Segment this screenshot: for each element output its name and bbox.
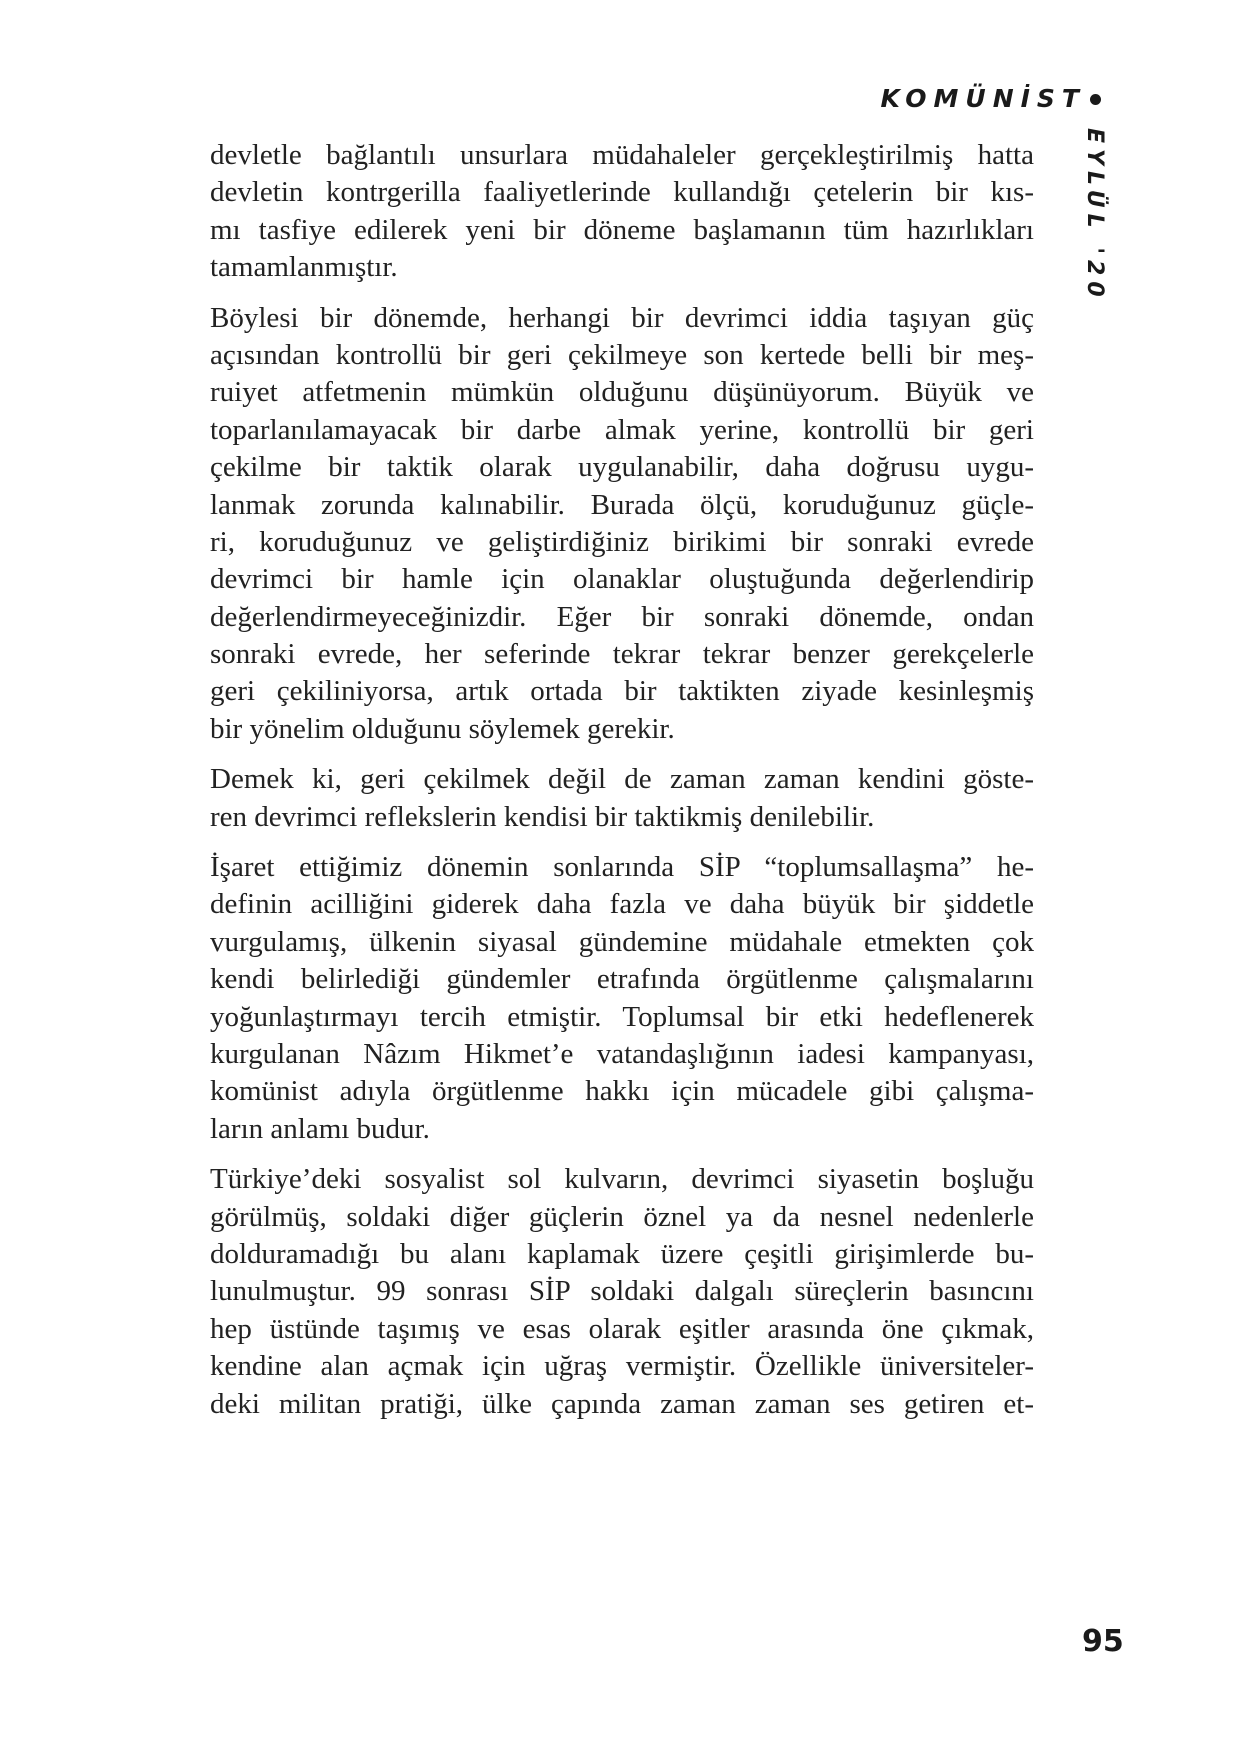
text-line: vurgulamış, ülkenin siyasal gündemine müdahale etmekten çok [210,925,1034,958]
paragraph [210,849,1034,1148]
text-line: dolduramadığı bu alanı kaplamak üzere çeşitli girişimlerde bu- [210,1237,1034,1270]
text-line: bir yönelim olduğunu söylemek gerekir. [210,712,675,745]
text-line: kurgulanan Nâzım Hikmet’e vatandaşlığının iadesi kampanyası, [210,1037,1034,1070]
text-line: kendi belirlediği gündemler etrafında örgütlenme çalışmalarını [210,963,1034,996]
paragraph [210,1161,1034,1423]
text-line: ruiyet atfetmenin mümkün olduğunu düşünüyorum. Büyük ve [210,376,1034,409]
text-line: İşaret ettiğimiz dönemin sonlarında SİP “toplumsallaşma” he- [210,851,1034,884]
paragraph [210,761,1034,836]
text-line: sonraki evrede, her seferinde tekrar tekrar benzer gerekçelerle [210,638,1034,671]
issue-side-label: EYLÜL '20 [1082,128,1107,303]
text-line: devletle bağlantılı unsurlara müdahaleler gerçekleştirilmiş hatta [210,139,1034,171]
text-line: devrimci bir hamle için olanaklar oluştuğunda değerlendirip [210,563,1034,596]
text-line: lanmak zorunda kalınabilir. Burada ölçü, koruduğunuz güçle- [210,488,1034,521]
text-line: ların anlamı budur. [210,1112,430,1145]
text-line: açısından kontrollü bir geri çekilmeye son kertede belli bir meş- [210,338,1034,371]
body-text [210,137,1034,1436]
text-line: Demek ki, geri çekilmek değil de zaman zaman kendini göste- [210,763,1034,796]
text-line: yoğunlaştırmayı tercih etmiştir. Toplumsal bir etki hedeflenerek [210,1000,1034,1033]
text-line: ri, koruduğunuz ve geliştirdiğiniz birikimi bir sonraki evrede [210,525,1034,558]
paragraph [210,300,1034,749]
text-line: tamamlanmıştır. [210,251,398,284]
text-line: toparlanılamayacak bir darbe almak yerine, kontrollü bir geri [210,413,1034,446]
bullet-separator-icon [1090,94,1101,105]
text-line: mı tasfiye edilerek yeni bir döneme başlamanın tüm hazırlıkları [210,213,1034,246]
text-line: hep üstünde taşımış ve esas olarak eşitler arasında öne çıkmak, [210,1312,1034,1345]
running-head: KOMÜNİST [880,84,1086,113]
text-line: ren devrimci reflekslerin kendisi bir taktikmiş denilebilir. [210,800,875,833]
text-line: lunulmuştur. 99 sonrası SİP soldaki dalgalı süreçlerin basıncını [210,1275,1034,1308]
text-line: Türkiye’deki sosyalist sol kulvarın, devrimci siyasetin boşluğu [210,1163,1034,1196]
text-line: çekilme bir taktik olarak uygulanabilir, daha doğrusu uygu- [210,451,1034,484]
text-line: komünist adıyla örgütlenme hakkı için mücadele gibi çalışma- [210,1075,1034,1108]
text-line: geri çekiliniyorsa, artık ortada bir taktikten ziyade kesinleşmiş [210,675,1034,708]
page-number: 95 [1082,1624,1124,1659]
text-line: devletin kontrgerilla faaliyetlerinde kullandığı çetelerin bir kıs- [210,176,1034,209]
text-line: kendine alan açmak için uğraş vermiştir. Özellikle üniversiteler- [210,1350,1034,1383]
text-line: deki militan pratiği, ülke çapında zaman zaman ses getiren et- [210,1387,1034,1420]
text-line: Böylesi bir dönemde, herhangi bir devrimci iddia taşıyan güç [210,301,1034,334]
text-line: definin acilliğini giderek daha fazla ve daha büyük bir şiddetle [210,888,1034,921]
text-line: görülmüş, soldaki diğer güçlerin öznel ya da nesnel nedenlerle [210,1200,1034,1233]
text-line: değerlendirmeyeceğinizdir. Eğer bir sonraki dönemde, ondan [210,600,1034,633]
paragraph [210,137,1034,287]
